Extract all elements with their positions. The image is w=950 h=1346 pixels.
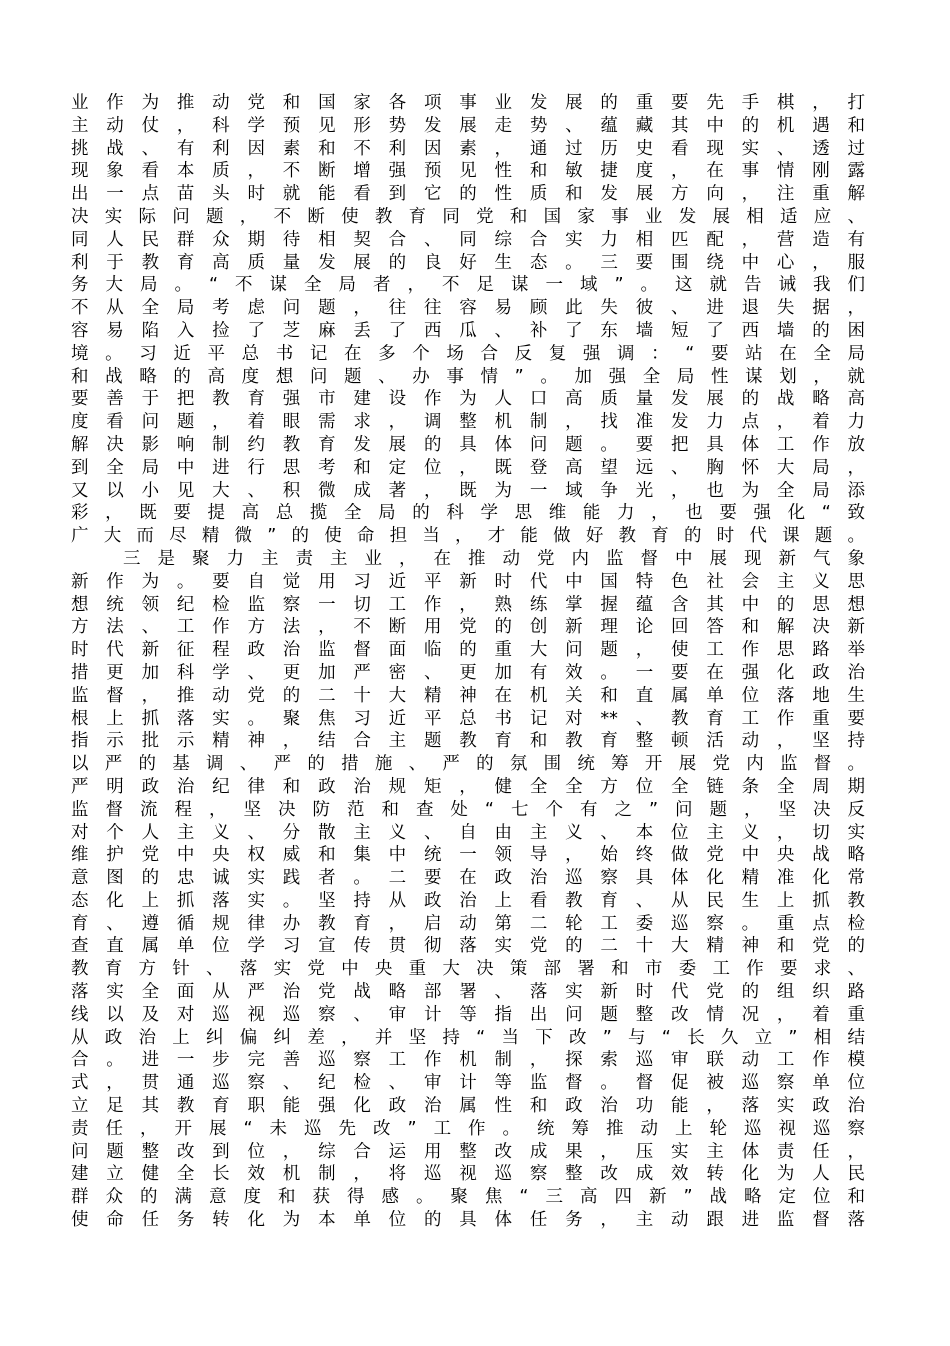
text-line: 不从全局考虑问题，往往容易顾此失彼、进退失据， (71, 298, 865, 319)
text-line: 和战略的高度想问题、办事情”。加强全局性谋划，就 (71, 366, 865, 387)
text-line: 容易陷入捡了芝麻丢了西瓜、补了东墙短了西墙的困 (71, 320, 865, 341)
text-line: 利于教育高质量发展的良好生态。三要围绕中心，服 (71, 252, 865, 273)
text-line: 方法、工作方法，不断用党的创新理论回答和解决新 (71, 617, 865, 638)
text-line: 又以小见大、积微成著，既为一域争光，也为全局添 (71, 480, 865, 501)
text-line: 使命任务转化为本单位的具体任务，主动跟进监督落 (71, 1210, 865, 1231)
text-line: 严明政治纪律和政治规矩，健全全方位全链条全周期 (71, 776, 865, 797)
text-line: 业作为推动党和国家各项事业发展的重要先手棋，打 (71, 93, 865, 113)
text-line: 监督，推动党的二十大精神在机关和直属单位落地生 (71, 685, 865, 706)
text-line: 维护党中央权威和集中统一领导，始终做党中央战略 (71, 845, 865, 866)
text-line: 现象看本质，不断增强预见性和敏捷度，在事情刚露 (71, 161, 865, 182)
text-line: 群众的满意度和获得感。聚焦“三高四新”战略定位和 (71, 1187, 865, 1208)
text-line: 境。习近平总书记在多个场合反复强调：“要站在全局 (71, 343, 865, 364)
text-line: 彩，既要提高总揽全局的科学思维能力，也要强化“致 (71, 503, 865, 524)
text-line: 立足其教育职能强化政治属性和政治功能，落实政治 (71, 1096, 865, 1117)
text-line: 到全局中进行思考和定位，既登高望远、胸怀大局， (71, 457, 865, 478)
text-line: 要善于把教育强市建设作为人口高质量发展的战略高 (71, 389, 865, 410)
text-line: 责任，开展“未巡先改”工作。统筹推动上轮巡视巡察 (71, 1118, 865, 1139)
text-line: 落实全面从严治党战略部署、落实新时代党的组织路 (71, 982, 865, 1003)
text-line: 措更加科学、更加严密、更加有效。一要在强化政治 (71, 662, 865, 683)
text-line: 同人民群众期待相契合、同综合实力相匹配，营造有 (71, 229, 865, 250)
text-line: 线以及对巡视巡察、审计等指出问题整改情况，着重 (71, 1004, 865, 1025)
text-line: 新作为。要自觉用习近平新时代中国特色社会主义思 (71, 571, 865, 592)
text-line: 式，贯通巡察、纪检、审计等监督。督促被巡察单位 (71, 1073, 865, 1094)
text-line: 问题整改到位，综合运用整改成果，压实主体责任， (71, 1141, 865, 1162)
text-line: 从政治上纠偏纠差，并坚持“当下改”与“长久立”相结 (71, 1027, 865, 1048)
paragraph-start-line: 三是聚力主责主业，在推动党内监督中展现新气象 (123, 548, 865, 569)
text-line: 度看问题，着眼需求，调整机制，找准发力点，着力 (71, 412, 865, 433)
text-line: 监督流程，坚决防范和查处“七个有之”问题，坚决反 (71, 799, 865, 820)
text-line: 挑战、有利因素和不利因素，通过历史看现实、透过 (71, 138, 865, 159)
text-line: 时代新征程政治监督面临的重大问题，使工作思路举 (71, 640, 865, 661)
text-line: 决实际问题，不断使教育同党和国家事业发展相适应、 (71, 206, 865, 227)
text-line: 教育方针、落实党中央重大决策部署和市委工作要求、 (71, 959, 865, 980)
text-line: 态化上抓落实。坚持从政治上看教育、从民生上抓教 (71, 890, 865, 911)
text-line: 合。进一步完善巡察工作机制，探索巡审联动工作模 (71, 1050, 865, 1071)
text-line: 育、遵循规律办教育，启动第二轮工委巡察。重点检 (71, 913, 865, 934)
text-line: 广大而尽精微”的使命担当，才能做好教育的时代课题。 (71, 526, 865, 547)
text-line: 解决影响制约教育发展的具体问题。要把具体工作放 (71, 434, 865, 455)
text-line: 主动仗，科学预见形势发展走势、蕴藏其中的机遇和 (71, 115, 865, 136)
text-line: 建立健全长效机制，将巡视巡察整改成效转化为人民 (71, 1164, 865, 1185)
text-line: 意图的忠诚实践者。二要在政治巡察具体化精准化常 (71, 868, 865, 889)
text-line: 以严的基调、严的措施、严的氛围统筹开展党内监督。 (71, 754, 865, 775)
text-line: 想统领纪检监察一切工作，熟练掌握蕴含其中的思想 (71, 594, 865, 615)
text-line: 查直属单位学习宣传贯彻落实党的二十大精神和党的 (71, 936, 865, 957)
text-line: 务大局。“不谋全局者，不足谋一域”。这就告诫我们 (71, 275, 865, 296)
text-line: 出一点苗头时就能看到它的性质和发展方向，注重解 (71, 184, 865, 205)
document-page (71, 92, 865, 1232)
text-line: 对个人主义、分散主义、自由主义、本位主义，切实 (71, 822, 865, 843)
text-line: 根上抓落实。聚焦习近平总书记对**、教育工作重要 (71, 708, 865, 729)
text-line: 指示批示精神，结合主题教育和教育整顿活动，坚持 (71, 731, 865, 752)
